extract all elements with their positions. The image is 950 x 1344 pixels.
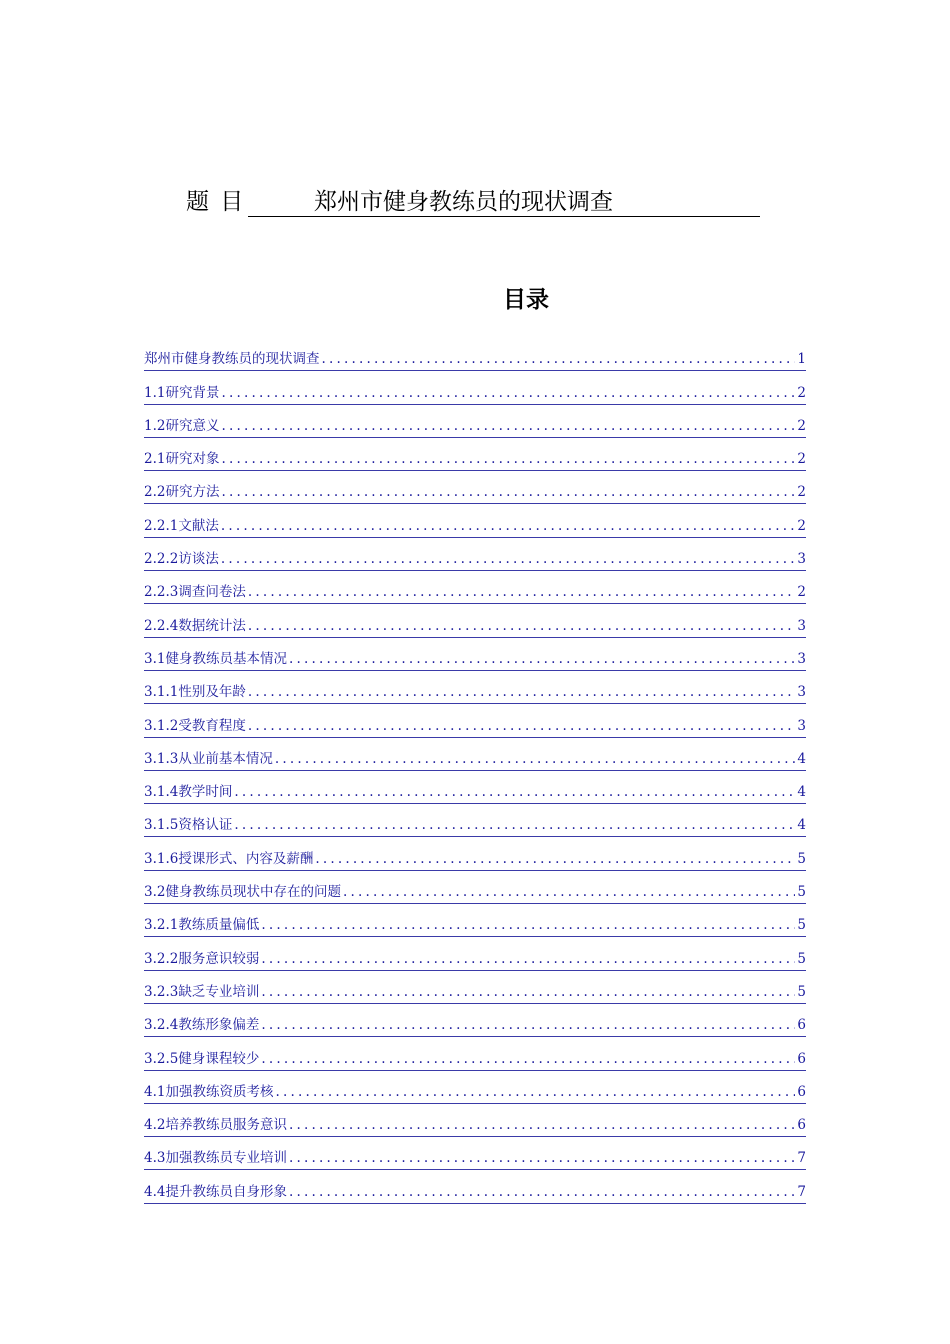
toc-entry-title[interactable]: 3.1.6授课形式、内容及薪酬 [144,850,314,867]
toc-entry-title[interactable]: 3.2.3缺乏专业培训 [144,983,260,1000]
toc-entry[interactable] [144,1137,806,1170]
toc-page-number[interactable]: 5 [797,850,806,867]
toc-entry-title[interactable]: 3.2.5健身课程较少 [144,1050,260,1067]
toc-page-number[interactable]: 2 [797,584,806,601]
toc-leader-dots [261,915,795,935]
toc-entry[interactable] [144,1071,806,1104]
toc-leader-dots [248,716,796,736]
toc-page-number[interactable]: 5 [797,950,806,967]
toc-entry-title[interactable]: 2.2.2访谈法 [144,551,219,568]
toc-page-number[interactable]: 7 [797,1183,806,1200]
toc-leader-dots [234,782,795,802]
toc-leader-dots [261,1049,795,1069]
toc-leader-dots [261,1015,795,1035]
toc-leader-dots [248,682,796,702]
toc-entry[interactable] [144,371,806,404]
toc-page-number[interactable]: 6 [797,1017,806,1034]
toc-page-number[interactable]: 6 [797,1117,806,1134]
toc-leader-dots [221,383,795,403]
toc-entry[interactable] [144,1004,806,1037]
toc-entry-title[interactable]: 2.2.1文献法 [144,517,219,534]
toc-leader-dots [248,582,796,602]
toc-entry-title[interactable]: 3.2.2服务意识较弱 [144,950,260,967]
toc-page-number[interactable]: 2 [797,451,806,468]
toc-entry-title[interactable]: 1.1研究背景 [144,384,220,401]
toc-leader-dots [221,482,795,502]
title-field [248,187,760,217]
toc-leader-dots [221,449,795,469]
toc-entry[interactable] [144,904,806,937]
toc-entry[interactable] [144,571,806,604]
toc-entry-title[interactable]: 3.1健身教练员基本情况 [144,650,287,667]
toc-entry[interactable] [144,738,806,771]
toc-entry[interactable] [144,671,806,704]
toc-page-number[interactable]: 4 [797,750,806,767]
toc-page-number[interactable]: 4 [797,784,806,801]
toc-page-number[interactable]: 3 [797,684,806,701]
toc-entry[interactable] [144,538,806,571]
toc-entry-title[interactable]: 2.2研究方法 [144,484,220,501]
toc-page-number[interactable]: 3 [797,551,806,568]
toc-entry[interactable] [144,1104,806,1137]
toc-page-number[interactable]: 1 [797,351,806,368]
toc-leader-dots [289,1148,795,1168]
toc-page-number[interactable]: 2 [797,484,806,501]
toc-entry-title[interactable]: 3.2.1教练质量偏低 [144,917,260,934]
toc-entry[interactable] [144,338,806,371]
toc-leader-dots [289,649,795,669]
toc-page-number[interactable]: 6 [797,1050,806,1067]
toc-page-number[interactable]: 2 [797,384,806,401]
toc-entry-title[interactable]: 3.1.1性别及年龄 [144,684,246,701]
toc-entry[interactable] [144,804,806,837]
toc-entry-title[interactable]: 3.2健身教练员现状中存在的问题 [144,884,341,901]
toc-entry-title[interactable]: 4.4提升教练员自身形象 [144,1183,287,1200]
toc-entry[interactable] [144,837,806,870]
toc-page-number[interactable]: 2 [797,417,806,434]
toc-leader-dots [315,849,795,869]
toc-leader-dots [221,416,795,436]
toc-entry-title[interactable]: 3.1.3从业前基本情况 [144,750,273,767]
toc-entry[interactable] [144,471,806,504]
toc-entry[interactable] [144,971,806,1004]
toc-entry[interactable] [144,704,806,737]
toc-entry-title[interactable]: 3.1.4教学时间 [144,784,233,801]
toc-leader-dots [261,949,795,969]
toc-leader-dots [275,749,796,769]
toc-entry-title[interactable]: 3.1.5资格认证 [144,817,233,834]
toc-entry[interactable] [144,1170,806,1203]
toc-entry[interactable] [144,871,806,904]
toc-leader-dots [221,516,796,536]
toc-leader-dots [234,815,795,835]
toc-leader-dots [261,982,795,1002]
toc-leader-dots [248,616,796,636]
title-label: 题 目 [186,189,246,215]
toc-leader-dots [275,1082,795,1102]
toc-leader-dots [343,882,795,902]
toc-entry[interactable] [144,1037,806,1070]
toc-entry[interactable] [144,604,806,637]
toc-leader-dots [289,1115,795,1135]
toc-heading: 目录 [503,287,549,313]
toc-leader-dots [322,349,796,369]
toc-leader-dots [221,549,796,569]
toc-page-number[interactable]: 3 [797,650,806,667]
toc-entry-title[interactable]: 4.3加强教练员专业培训 [144,1150,287,1167]
toc-page-number[interactable]: 7 [797,1150,806,1167]
table-of-contents [144,338,806,1204]
toc-page-number[interactable]: 3 [797,617,806,634]
toc-entry-title[interactable]: 4.2培养教练员服务意识 [144,1117,287,1134]
toc-entry-title[interactable]: 2.1研究对象 [144,451,220,468]
toc-entry[interactable] [144,504,806,537]
toc-page-number[interactable]: 5 [797,917,806,934]
title-value: 郑州市健身教练员的现状调查 [314,189,613,215]
toc-page-number[interactable]: 4 [797,817,806,834]
toc-entry[interactable] [144,405,806,438]
toc-page-number[interactable]: 2 [797,517,806,534]
toc-page-number[interactable]: 5 [797,983,806,1000]
toc-page-number[interactable]: 5 [797,884,806,901]
toc-entry-title[interactable]: 3.2.4教练形象偏差 [144,1017,260,1034]
toc-leader-dots [289,1182,795,1202]
toc-page-number[interactable]: 6 [797,1083,806,1100]
toc-entry-title[interactable]: 1.2研究意义 [144,417,220,434]
toc-entry-title[interactable]: 3.1.2受教育程度 [144,717,246,734]
toc-entry-title[interactable]: 2.2.3调查问卷法 [144,584,246,601]
toc-entry-title[interactable]: 郑州市健身教练员的现状调查 [144,351,320,368]
toc-entry[interactable] [144,638,806,671]
toc-entry[interactable] [144,771,806,804]
toc-entry-title[interactable]: 2.2.4数据统计法 [144,617,246,634]
toc-entry-title[interactable]: 4.1加强教练资质考核 [144,1083,274,1100]
toc-entry[interactable] [144,937,806,970]
title-line [186,183,760,217]
toc-entry[interactable] [144,438,806,471]
toc-page-number[interactable]: 3 [797,717,806,734]
